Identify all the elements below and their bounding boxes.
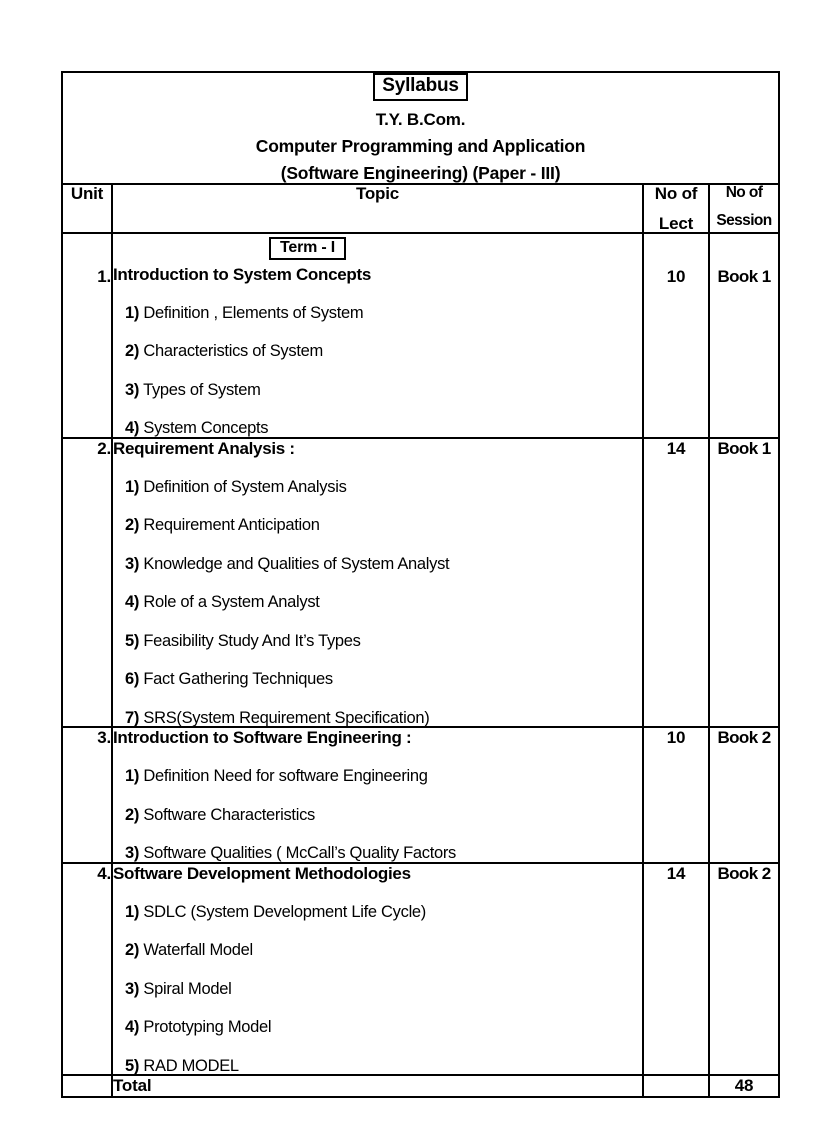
item-text: RAD MODEL: [143, 1056, 239, 1075]
item-text: Feasibility Study And It’s Types: [143, 631, 361, 650]
title-row: [62, 72, 779, 184]
item-text: Requirement Anticipation: [143, 516, 320, 535]
unit-topic: [112, 727, 643, 863]
item-number: 4): [125, 1018, 140, 1037]
unit-session-ref: Book 2: [709, 727, 779, 863]
unit-subtopics: [113, 305, 642, 437]
item-number: 1): [125, 902, 140, 921]
term-banner: [113, 237, 642, 260]
item-number: 4): [125, 419, 140, 438]
item-text: Definition of System Analysis: [143, 477, 347, 496]
item-text: Fact Gathering Techniques: [143, 670, 333, 689]
unit-topic: [112, 438, 643, 728]
list-item: [113, 671, 642, 688]
unit-title: Software Development Methodologies: [113, 863, 411, 883]
item-number: 2): [125, 941, 140, 960]
list-item: [113, 594, 642, 611]
item-number: 3): [125, 844, 140, 863]
unit-number: 3.: [62, 727, 112, 863]
unit-subtopics: [113, 904, 642, 1075]
header-no-of-lect: [643, 184, 709, 233]
item-text: Characteristics of System: [143, 342, 323, 361]
table-row: [62, 233, 779, 438]
unit-subtopics: [113, 479, 642, 727]
unit-title: Introduction to Software Engineering :: [113, 728, 412, 748]
header-no-of-lect-line1: No of: [654, 183, 698, 203]
course-level: T.Y. B.Com.: [375, 109, 466, 129]
item-number: 2): [125, 805, 140, 824]
item-text: Role of a System Analyst: [143, 593, 320, 612]
header-no-of-lect-line2: Lect: [658, 213, 694, 233]
unit-topic: [112, 863, 643, 1076]
unit-number: 4.: [62, 863, 112, 1076]
item-text: Waterfall Model: [143, 941, 253, 960]
total-lect: [643, 1075, 709, 1097]
header-no-of-session-line1: No of: [725, 183, 763, 201]
item-number: 1): [125, 303, 140, 322]
unit-session-ref: Book 2: [709, 863, 779, 1076]
list-item: [113, 904, 642, 921]
unit-lect-count: 10: [643, 727, 709, 863]
table-row: [62, 727, 779, 863]
item-number: 4): [125, 593, 140, 612]
unit-subtopics: [113, 768, 642, 862]
item-text: Software Characteristics: [143, 805, 315, 824]
course-paper: (Software Engineering) (Paper - III): [280, 163, 561, 184]
list-item: [113, 517, 642, 534]
table-row: [62, 863, 779, 1076]
unit-session-ref: Book 1: [709, 438, 779, 728]
unit-topic: [112, 233, 643, 438]
item-number: 3): [125, 554, 140, 573]
item-number: 5): [125, 631, 140, 650]
item-number: 7): [125, 708, 140, 727]
item-text: Software Qualities ( McCall’s Quality Factors: [143, 844, 457, 863]
item-number: 5): [125, 1056, 140, 1075]
list-item: [113, 942, 642, 959]
item-number: 2): [125, 516, 140, 535]
list-item: [113, 1019, 642, 1036]
header-unit: Unit: [62, 184, 112, 233]
item-number: 2): [125, 342, 140, 361]
course-name: Computer Programming and Application: [255, 135, 586, 156]
list-item: [113, 981, 642, 998]
list-item: [113, 845, 642, 862]
item-number: 3): [125, 979, 140, 998]
unit-number: 1.: [62, 233, 112, 438]
unit-title: Introduction to System Concepts: [113, 264, 371, 284]
list-item: [113, 382, 642, 399]
list-item: [113, 633, 642, 650]
list-item: [113, 343, 642, 360]
unit-lect-count: 14: [643, 863, 709, 1076]
title-block: [62, 72, 779, 184]
total-label: Total: [112, 1075, 643, 1097]
item-number: 1): [125, 477, 140, 496]
table-row: [62, 438, 779, 728]
item-text: Prototyping Model: [143, 1018, 272, 1037]
total-row: [62, 1075, 779, 1097]
total-unit-blank: [62, 1075, 112, 1097]
total-session: 48: [709, 1075, 779, 1097]
unit-number: 2.: [62, 438, 112, 728]
list-item: [113, 768, 642, 785]
syllabus-table: [61, 71, 780, 1098]
item-text: Definition , Elements of System: [143, 303, 364, 322]
list-item: [113, 556, 642, 573]
item-number: 6): [125, 670, 140, 689]
unit-lect-count: 14: [643, 438, 709, 728]
item-text: Definition Need for software Engineering: [143, 767, 428, 786]
item-text: SDLC (System Development Life Cycle): [143, 902, 427, 921]
list-item: [113, 305, 642, 322]
list-item: [113, 420, 642, 437]
list-item: [113, 807, 642, 824]
header-no-of-session-line2: Session: [716, 212, 772, 230]
item-text: Types of System: [143, 380, 261, 399]
list-item: [113, 479, 642, 496]
list-item: [113, 1058, 642, 1075]
term-label: Term - I: [269, 237, 346, 260]
item-text: Knowledge and Qualities of System Analyst: [143, 554, 450, 573]
header-topic: Topic: [112, 184, 643, 233]
header-no-of-session: [709, 184, 779, 233]
unit-lect-count: 10: [643, 233, 709, 438]
item-number: 3): [125, 380, 140, 399]
unit-session-ref: Book 1: [709, 233, 779, 438]
list-item: [113, 710, 642, 727]
item-text: Spiral Model: [143, 979, 232, 998]
syllabus-title-box: Syllabus: [373, 73, 468, 101]
item-text: System Concepts: [143, 419, 269, 438]
item-number: 1): [125, 767, 140, 786]
header-row: [62, 184, 779, 233]
item-text: SRS(System Requirement Specification): [143, 708, 430, 727]
unit-title: Requirement Analysis :: [113, 438, 295, 458]
